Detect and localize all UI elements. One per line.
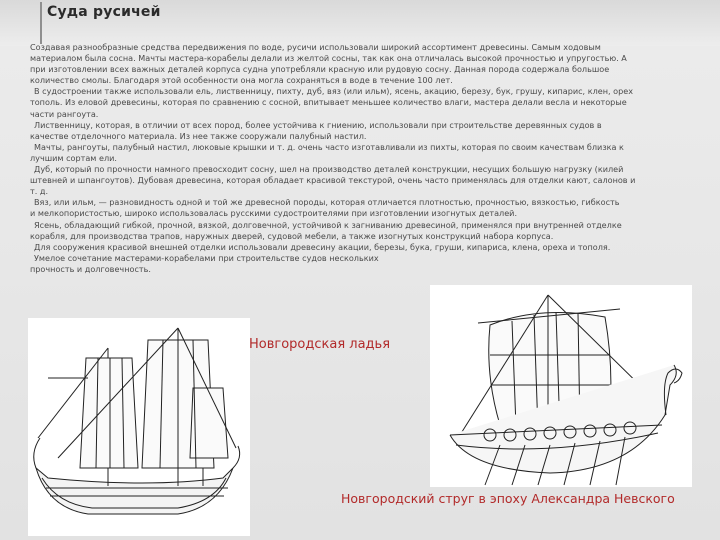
body-line: Умелое сочетание мастерами-корабелами при строительстве судов нескольких xyxy=(34,252,379,263)
body-line: качестве отделочного материала. Из нее также сооружали палубный настил. xyxy=(30,130,367,141)
body-line: Дуб, который по прочности намного превосходит сосну, шел на производство деталей конструкции, несущих большую нагрузку (килей xyxy=(34,164,624,175)
lodya-illustration xyxy=(28,318,250,536)
body-line: и мелкопористостью, широко использовалась русскими судостроителями при изготовлении изогнутых деталей. xyxy=(30,208,518,219)
caption-lodya: Новгородская ладья xyxy=(249,337,391,352)
body-line: Вяз, или ильм, — разновидность одной и той же древесной породы, которая отличается плотностью, прочностью, вязкостью, гибкость xyxy=(34,197,620,208)
body-line: количество смолы. Благодаря этой особенности она могла сохраняться в воде в течение 100 лет. xyxy=(30,75,453,86)
body-line: Для сооружения красивой внешней отделки использовали древесину акации, березы, бука, груши, кипариса, клена, ореха и тополя. xyxy=(34,241,611,252)
body-text xyxy=(30,42,716,275)
body-line: корабля, для производства трапов, наружных дверей, судовой мебели, а также изогнутых конструкций набора корпуса. xyxy=(30,230,554,241)
body-line: штевней и шпангоутов). Дубовая древесина, которая обладает красивой текстурой, очень часто применялась для отделки кают, салонов и xyxy=(30,175,636,186)
body-line: Лиственницу, которая, в отличии от всех пород, более устойчива к гниению, использовали при строительстве деревянных судов в xyxy=(34,119,602,130)
body-line: В судостроении также использовали ель, лиственницу, пихту, дуб, вяз (или ильм), ясень, акацию, березу, бук, грушу, кипарис, клен, ореx xyxy=(34,86,634,97)
body-line: прочность и долговечность. xyxy=(30,263,151,274)
caption-strug: Новгородский струг в эпоху Александра Невского xyxy=(341,491,675,506)
body-line: Мачты, рангоуты, палубный настил, люковые крышки и т. д. очень часто изготавливали из пихты, которая по своим качествам близка к xyxy=(34,141,624,152)
body-line: материалом была сосна. Мачты мастера-корабелы делали из желтой сосны, так как она отличалась высокой прочностью и упругостью. А xyxy=(30,53,627,64)
body-line: тополь. Из еловой древесины, которая по сравнению с сосной, впитывает меньшее количество влаги, мастера делали весла и некоторые xyxy=(30,97,627,108)
strug-illustration xyxy=(430,285,692,487)
body-line: лучшим сортам ели. xyxy=(30,152,117,163)
slide-title: Суда русичей xyxy=(47,4,161,20)
body-line: Ясень, обладающий гибкой, прочной, вязкой, долговечной, устойчивой к загниванию древесиной, применялся при внутренней отделке xyxy=(34,219,622,230)
body-line: Создавая разнообразные средства передвижения по воде, русичи использовали широкий ассортимент древесины. Самым ходовым xyxy=(30,42,601,52)
body-line: при изготовлении всех важных деталей корпуса судна употребляли красную или рудовую сосну. Данная порода содержала большое xyxy=(30,64,610,75)
body-line: т. д. xyxy=(30,186,49,197)
body-line: части рангоута. xyxy=(30,108,99,119)
title-rule xyxy=(40,2,42,44)
